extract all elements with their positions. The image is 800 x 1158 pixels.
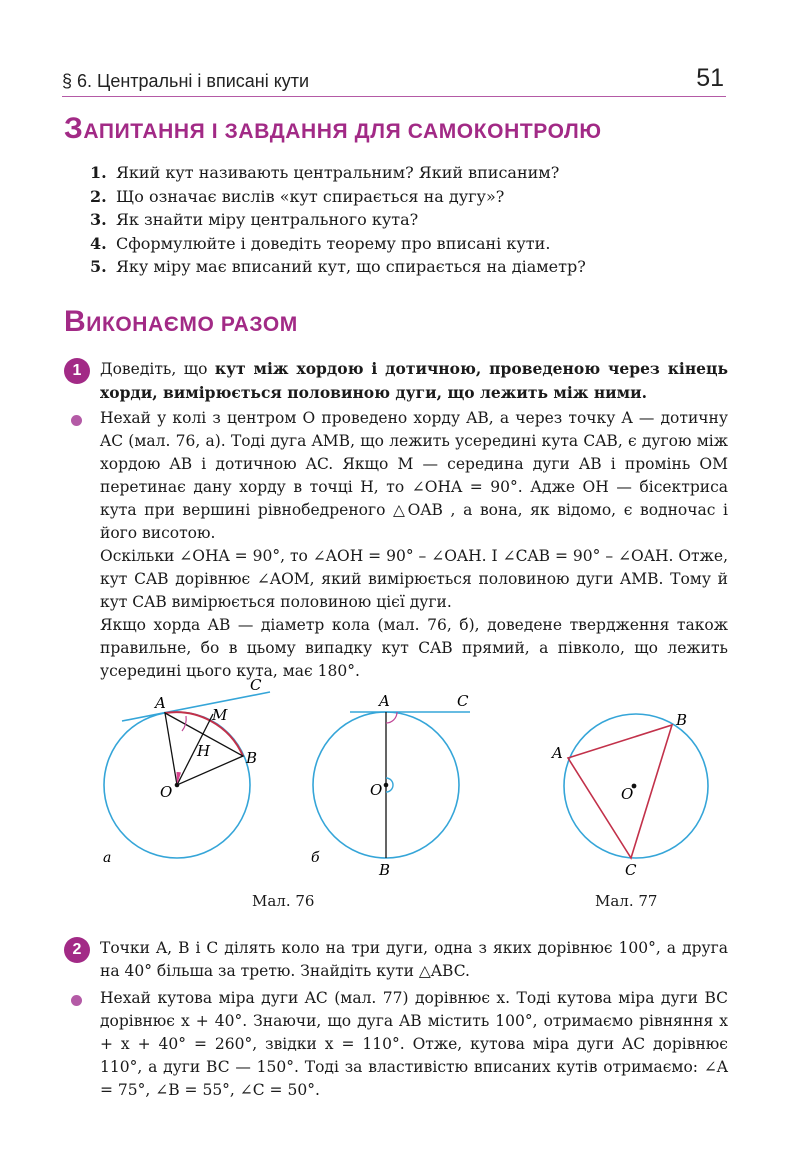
questions-list (90, 161, 586, 279)
label-a: A (155, 694, 166, 712)
center-o-b (384, 783, 389, 788)
page-number: 51 (696, 64, 724, 92)
sub-label-a: а (103, 850, 112, 866)
tangent-ac (122, 692, 270, 721)
task-2-text: Точки A, B і C ділять коло на три дуги, одна з яких дорівнює 100°, а друга на 40° більша за третю. Знайдіть кути △ABC. (100, 939, 728, 980)
caption-76: Мал. 76 (252, 892, 315, 910)
center-o-a (175, 783, 180, 788)
solution-1-p2: Оскільки ∠OHA = 90°, то ∠AOH = 90° – ∠OAH. І ∠CAB = 90° – ∠OAH. Отже, кут CAB дорівнює ∠AOM, який вимірюється половиною дуги AMB. Тому й кут CAB вимірюється половиною цієї дуги. (100, 547, 728, 611)
label-a: A (379, 692, 390, 710)
label-o: O (370, 781, 383, 799)
solution-1-p3: Якщо хорда AB — діаметр кола (мал. 76, б), доведене твердження також правильне, бо в цьому випадку кут CAB прямий, а півколо, що лежить усередині цього кута, має 180°. (100, 616, 728, 680)
task-1-badge: 1 (64, 358, 90, 384)
header-title: § 6. Центральні і вписані кути (62, 71, 310, 91)
label-o: O (621, 785, 634, 803)
solution-1-marker (71, 415, 82, 426)
label-m: M (212, 706, 228, 724)
figure-76a (103, 676, 270, 866)
label-c: C (250, 676, 262, 694)
label-h: H (197, 742, 211, 760)
label-a: A (552, 744, 563, 762)
task-1-text: Доведіть, що кут між хордою і дотичною, проведеною через кінець хорди, вимірюється половиною дуги, що лежить між ними. (100, 359, 729, 402)
solution-2-p1: Нехай кутова міра дуги AC (мал. 77) дорівнює x. Тоді кутова міра дуги BC дорівнює x + 40°. Знаючи, що дуга AB містить 100°, отримаємо рівняння x + x + 40° = 260°, звідки x = 110°. Отже, кутова міра дуги AC дорівнює 110°, а дуги BC — 150°. Тоді за властивістю вписаних кутів отримаємо: ∠A = 75°, ∠B = 55°, ∠C = 50°. (100, 989, 728, 1099)
question-item: 4. Сформулюйте і доведіть теорему про вписані кути. (90, 233, 551, 253)
page-header (62, 62, 726, 97)
sub-label-b: б (311, 850, 320, 866)
solution-2-marker (71, 995, 82, 1006)
section-title-questions: ЗАПИТАННЯ І ЗАВДАННЯ ДЛЯ САМОКОНТРОЛЮ (64, 112, 602, 145)
figure-77 (550, 711, 708, 879)
label-c: C (625, 861, 637, 879)
question-item: 5. Яку міру має вписаний кут, що спирається на діаметр? (90, 257, 586, 276)
section-title-together: ВИКОНАЄМО РАЗОМ (64, 305, 298, 338)
figures (0, 672, 800, 917)
label-b: B (246, 749, 258, 767)
question-item: 3. Як знайти міру центрального кута? (90, 210, 419, 229)
caption-77: Мал. 77 (595, 892, 658, 910)
label-b: B (379, 861, 391, 879)
triangle-abc (568, 725, 672, 858)
figure-76b (311, 692, 470, 879)
solution-1-p1: Нехай у колі з центром O проведено хорду AB, а через точку A — дотичну AC (мал. 76, а). Тоді дуга AMB, що лежить усередині кута CAB, є дугою між хордою AB і дотичною AC. Якщо M — середина дуги AB і промінь OM перетинає дану хорду в точці H, то ∠OHA = 90°. Адже OH — бісектриса кута при вершині рівнобедреного △OAB , а вона, як відомо, є водночас і його висотою. (100, 409, 728, 542)
label-b: B (676, 711, 688, 729)
question-item: 2. Що означає вислів «кут спирається на дугу»? (90, 186, 505, 206)
question-item: 1. Який кут називають центральним? Який вписаним? (90, 163, 560, 182)
figures-svg (0, 672, 800, 917)
right-angle-mark (386, 712, 397, 723)
task-2-badge: 2 (64, 937, 90, 963)
label-o: O (160, 783, 173, 801)
label-c: C (457, 692, 469, 710)
